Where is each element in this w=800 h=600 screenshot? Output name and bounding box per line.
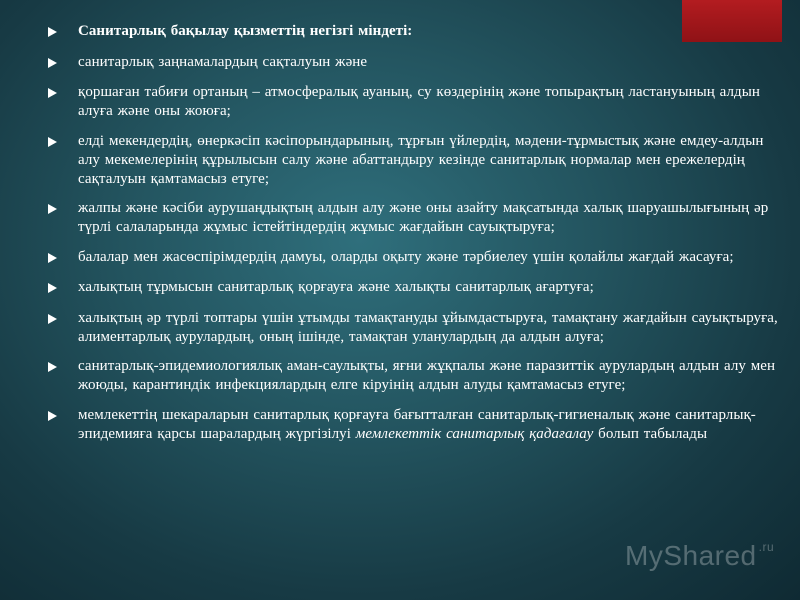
- bullet-arrow-icon: [48, 357, 78, 377]
- list-item: [48, 278, 783, 298]
- bullet-text: жалпы және кәсіби аурушаңдықтың алдын алу және оны азайту мақсатында халық шаруашылығының әр түрлі салаларында жұмыс істейтіндердің жұмыс жағдайын сауықтыруға;: [78, 200, 769, 235]
- bullet-arrow-icon: [48, 406, 78, 426]
- bullet-text: қоршаған табиғи ортаның – атмосфералық ауаның, су көздерінің және топырақтың ластануының алдын алуға және оны жоюға;: [78, 84, 760, 119]
- bullet-text: балалар мен жасөспірімдердің дамуы, оларды оқыту және тәрбиелеу үшін қолайлы жағдай жасауға;: [78, 248, 734, 265]
- bullet-arrow-icon: [48, 309, 78, 329]
- watermark-logo: [625, 540, 774, 572]
- list-item: [48, 406, 783, 444]
- bullet-arrow-icon: [48, 132, 78, 152]
- list-item: [48, 248, 783, 268]
- bullet-arrow-icon: [48, 53, 78, 73]
- bullet-arrow-icon: [48, 199, 78, 219]
- list-item: [48, 357, 783, 395]
- list-item: [48, 132, 783, 189]
- bullet-text: санитарлық заңнамалардың сақталуын және: [78, 53, 368, 70]
- list-item: [48, 83, 783, 121]
- bullet-text-part: мемлекеттің шекараларын санитарлық қорғауға бағытталған санитарлық-гигиеналық және санитарлық-эпидемияға қарсы шаралардың жүргізілуі: [78, 406, 756, 442]
- list-item: [48, 53, 783, 73]
- bullet-arrow-icon: [48, 22, 78, 42]
- watermark-text: MyShared: [625, 540, 757, 571]
- list-item: [48, 22, 783, 42]
- bullet-italic-term: мемлекеттік санитарлық қадағалау: [355, 425, 594, 442]
- list-item: [48, 199, 783, 237]
- bullet-text: санитарлық-эпидемиологиялық аман-саулықты, яғни жұқпалы және паразиттік аурулардың алдын алу мен жоюды, карантиндік инфекциялардың елге кіруінің алдын алуды қамтамасыз етуге;: [78, 358, 776, 393]
- list-item: [48, 309, 783, 347]
- bullet-text: елді мекендердің, өнеркәсіп кәсіпорындарының, тұрғын үйлердің, мәдени-тұрмыстық және емдеу-алдын алу мекемелерінің құрылысын салу және абаттандыру кезінде санитарлық нормалар мен ережелердің сақталуын қамтамасыз етуге;: [78, 132, 764, 187]
- bullet-arrow-icon: [48, 278, 78, 298]
- bullet-text-part: болып табылады: [593, 425, 708, 442]
- bullet-arrow-icon: [48, 83, 78, 103]
- bullet-text: халықтың тұрмысын санитарлық қорғауға және халықты санитарлық ағартуға;: [78, 279, 594, 295]
- bullet-list: [48, 22, 783, 454]
- bullet-arrow-icon: [48, 248, 78, 268]
- heading-text: Санитарлық бақылау қызметтің негізгі міндеті:: [78, 23, 413, 39]
- watermark-suffix: .ru: [758, 540, 775, 554]
- bullet-text: [78, 406, 783, 444]
- bullet-text: халықтың әр түрлі топтары үшін ұтымды тамақтануды ұйымдастыруға, тамақтану жағдайын сауықтыруға, алиментарлық аурулардың, оның ішінде, тамақтан уланулардың да алдын алуға;: [78, 309, 778, 345]
